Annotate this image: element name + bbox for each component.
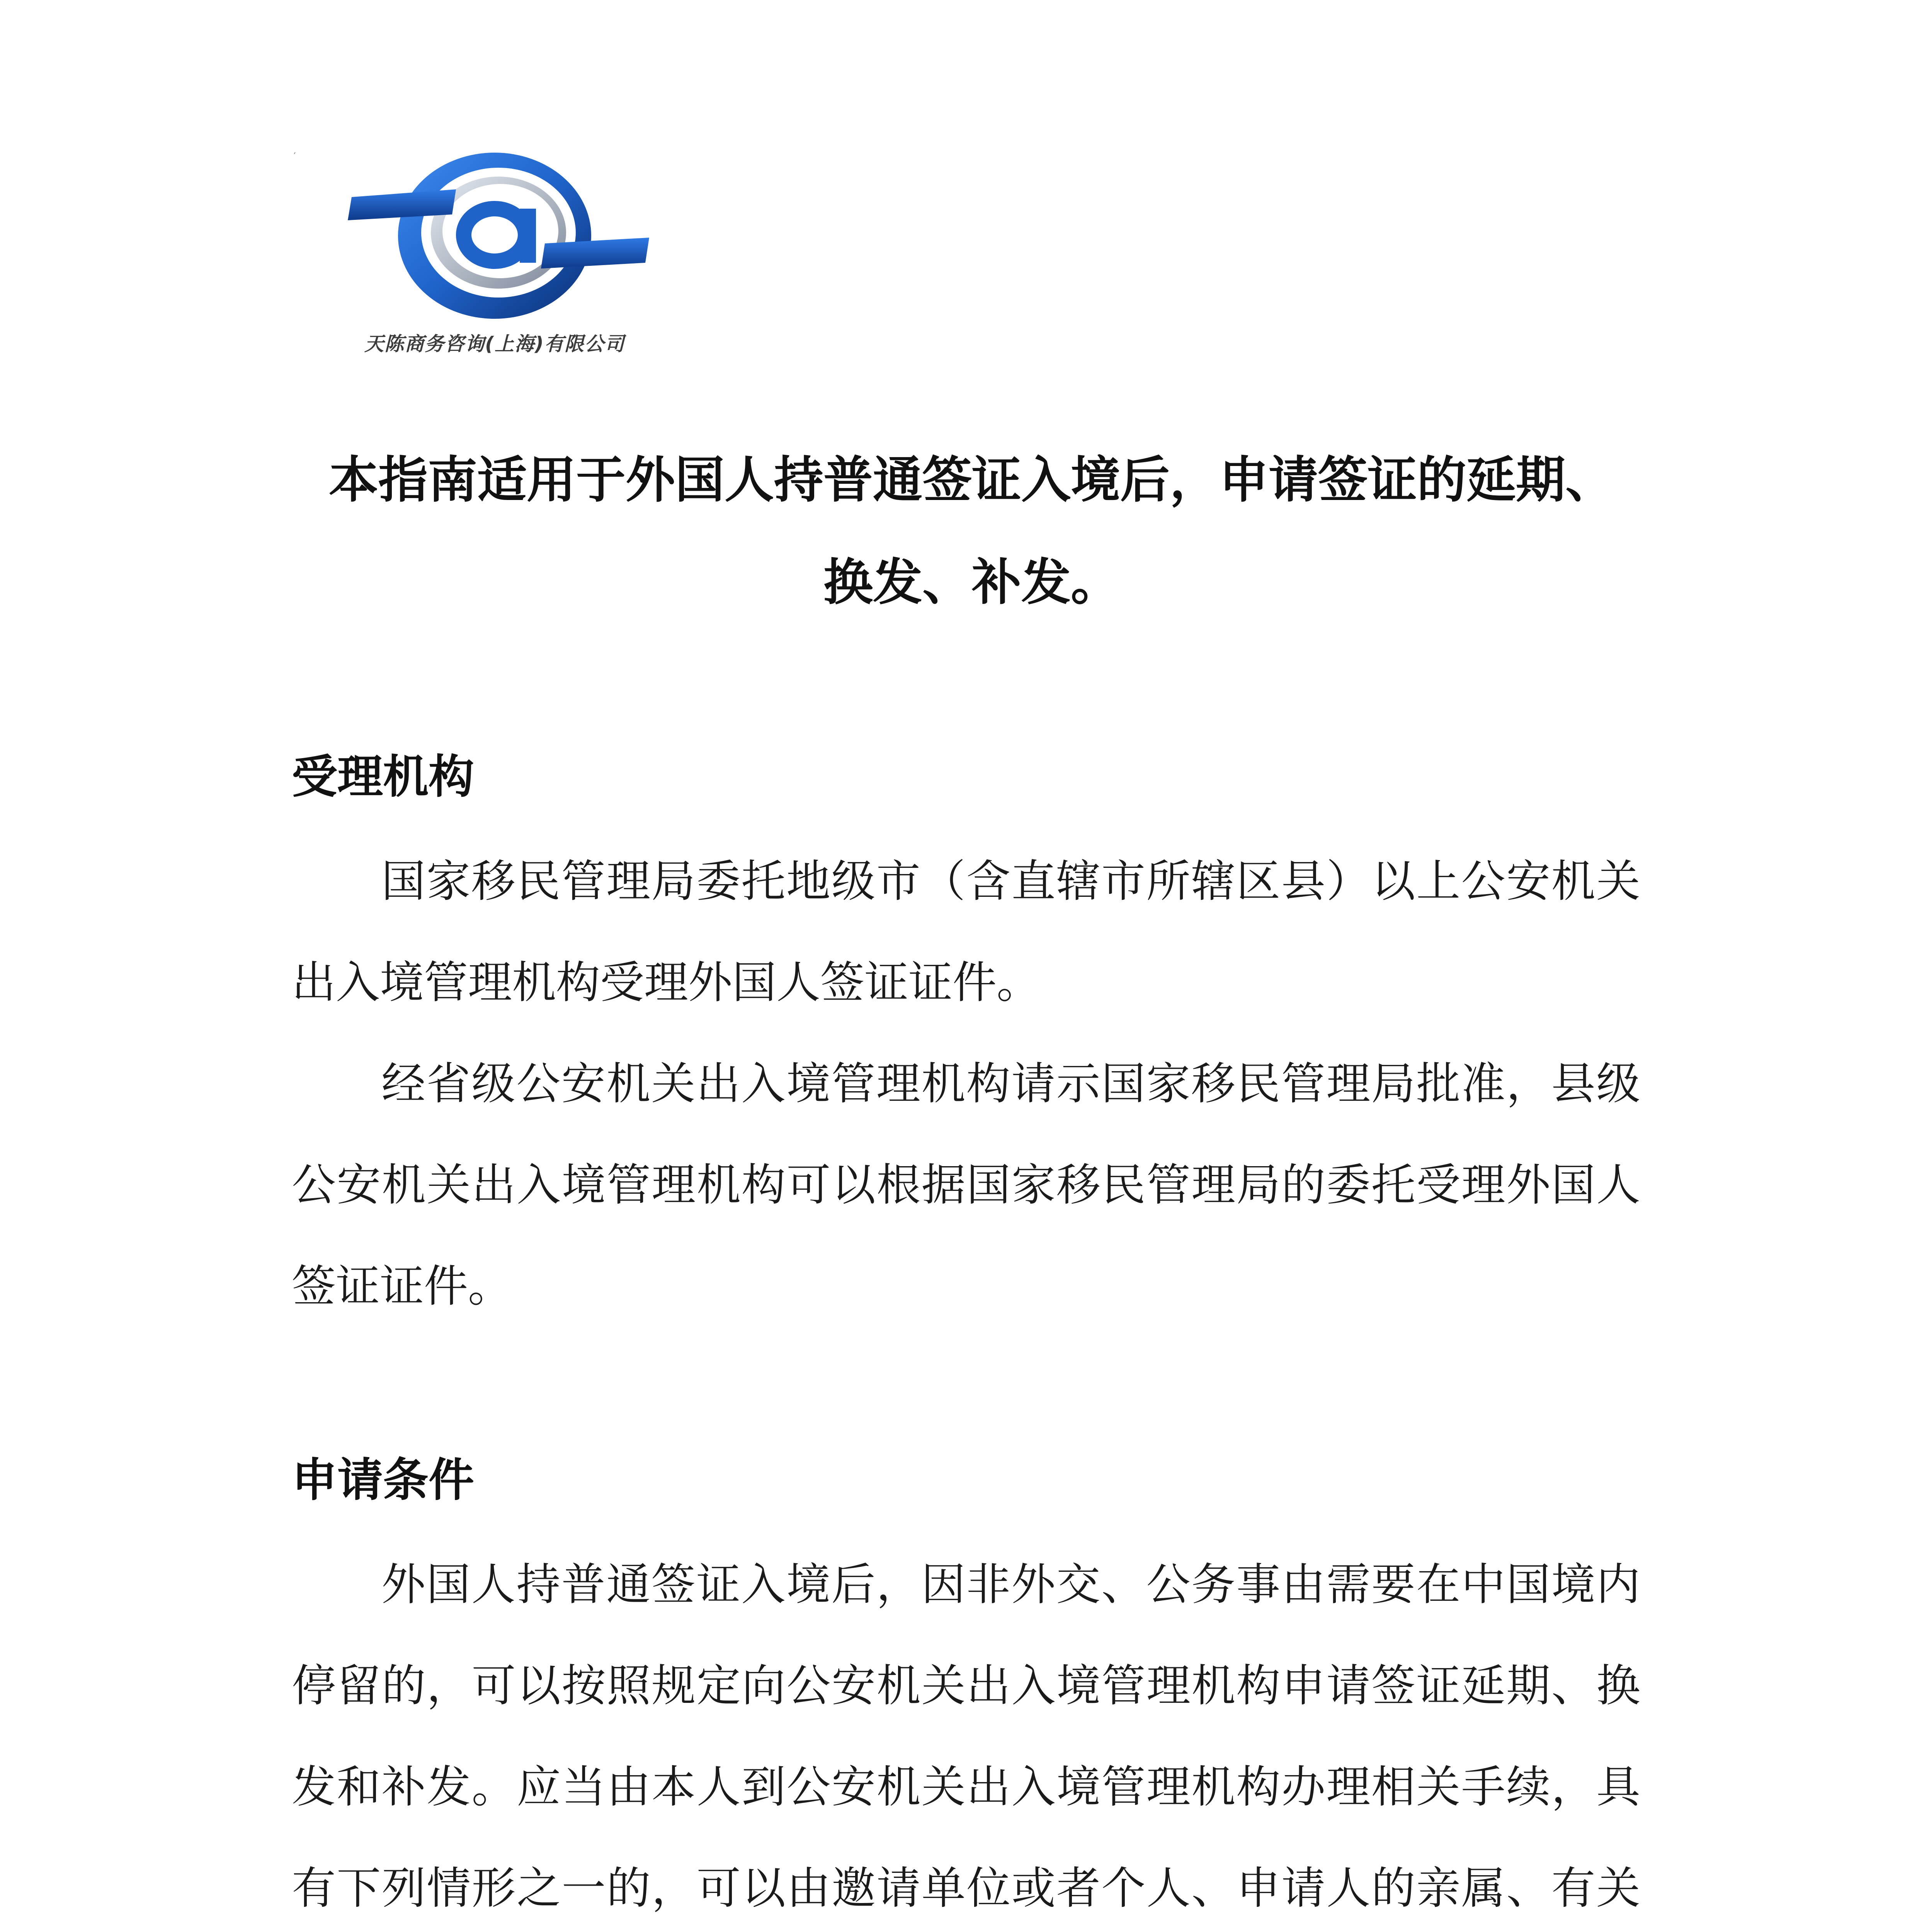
section-heading-application-conditions: 申请条件 — [292, 1453, 475, 1507]
company-logo — [328, 147, 661, 363]
section-paragraph: 国家移民管理局委托地级市（含直辖市所辖区县）以上公安机关出入境管理机构受理外国人签证证件。 — [292, 855, 1640, 1008]
company-name-caption: 天陈商务咨询(上海)有限公司 — [364, 333, 625, 355]
at-sign-logo-icon — [328, 147, 661, 348]
section-heading-accepting-agency: 受理机构 — [292, 750, 475, 803]
title-line-2: 换发、补发。 — [823, 554, 1120, 611]
corner-mark: ′ — [294, 151, 296, 162]
title-line-1: 本指南适用于外国人持普通签证入境后，申请签证的延期、 — [328, 451, 1615, 509]
document-title — [292, 429, 1652, 634]
section-paragraph: 外国人持普通签证入境后，因非外交、公务事由需要在中国境内停留的，可以按照规定向公安机关出入境管理机构申请签证延期、换发和补发。应当由本人到公安机关出入境管理机构办理相关手续，具有下列情形之一的，可以由邀请单位或者个人、申请人的亲属、有关 — [292, 1559, 1640, 1914]
section-paragraph: 经省级公安机关出入境管理机构请示国家移民管理局批准，县级公安机关出入境管理机构可以根据国家移民管理局的委托受理外国人签证证件。 — [292, 1058, 1640, 1312]
